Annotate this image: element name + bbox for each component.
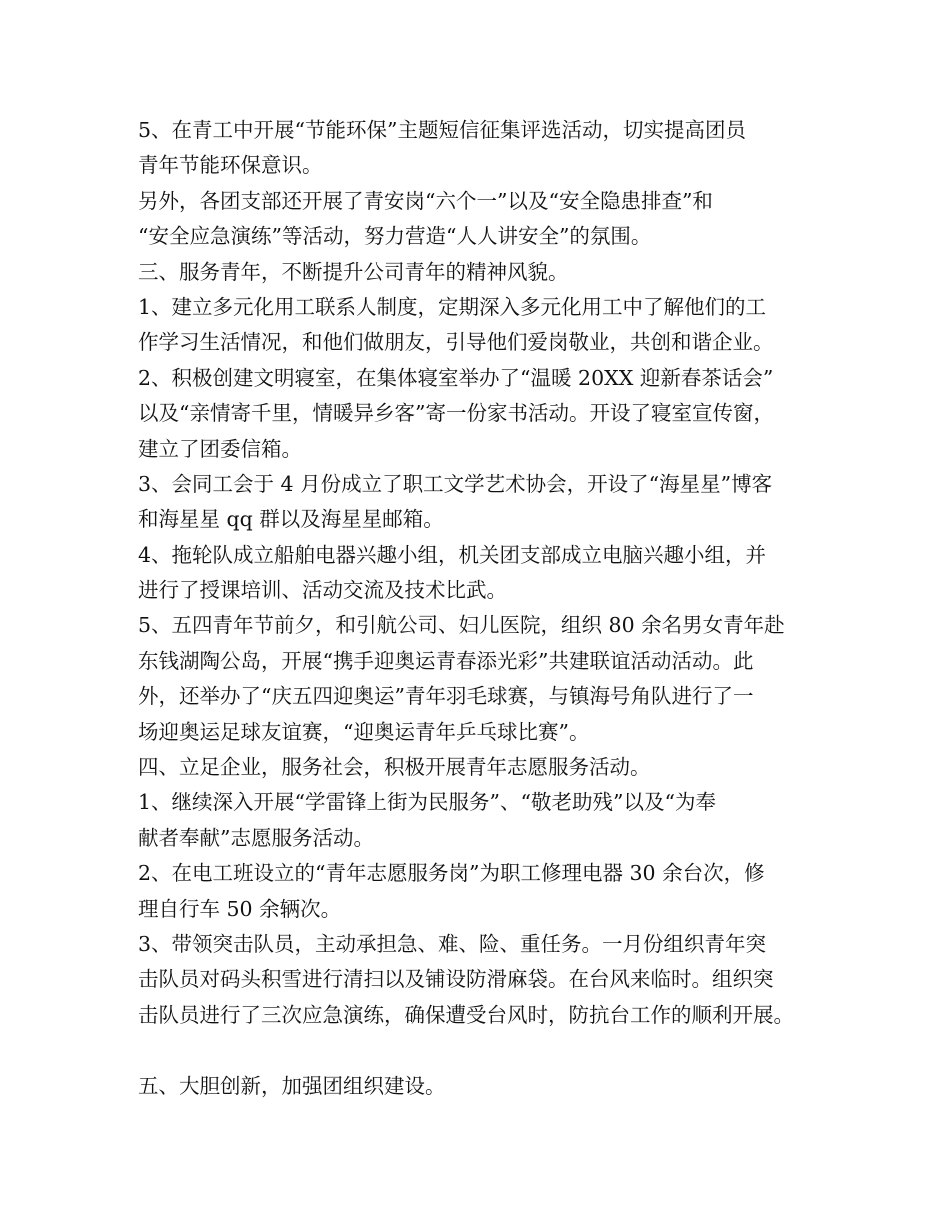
document-body: [138, 113, 828, 1104]
text-line: 献者奉献”志愿服务活动。: [138, 825, 374, 850]
text-line: 进行了授课培训、活动交流及技术比武。: [138, 578, 507, 603]
text-line: 建立了团委信箱。: [138, 436, 302, 461]
text-line: “安全应急演练”等活动，努力营造“人人讲安全”的氛围。: [138, 224, 652, 249]
section-heading: 五、大胆创新，加强团组织建设。: [138, 1073, 446, 1098]
text-line: 击队员进行了三次应急演练，确保遭受台风时，防抗台工作的顺利开展。: [138, 1002, 794, 1027]
text-line: 理自行车 50 余辆次。: [138, 896, 342, 921]
text-line: 以及“亲情寄千里，情暖异乡客”寄一份家书活动。开设了寝室宣传窗，: [138, 401, 774, 426]
text-line: 3、会同工会于 4 月份成立了职工文学艺术协会，开设了“海星星”博客: [138, 471, 773, 496]
text-line: 另外，各团支部还开展了青安岗“六个一”以及“安全隐患排查”和: [138, 188, 713, 213]
section-heading: 三、服务青年，不断提升公司青年的精神风貌。: [138, 259, 569, 284]
text-line: 1、继续深入开展“学雷锋上街为民服务”、“敬老助残”以及“为奉: [138, 790, 716, 815]
text-line: 5、在青工中开展“节能环保”主题短信征集评选活动，切实提高团员: [138, 118, 747, 142]
text-line: 4、拖轮队成立船舶电器兴趣小组，机关团支部成立电脑兴趣小组，并: [138, 542, 767, 567]
text-line: 作学习生活情况，和他们做朋友，引导他们爱岗敬业，共创和谐企业。: [138, 330, 774, 355]
text-line: 场迎奥运足球友谊赛，“迎奥运青年乒乓球比赛”。: [138, 719, 590, 744]
text-line: 2、在电工班设立的“青年志愿服务岗”为职工修理电器 30 余台次，修: [138, 861, 765, 886]
text-line: 外，还举办了“庆五四迎奥运”青年羽毛球赛，与镇海号角队进行了一: [138, 684, 754, 709]
text-line: 5、五四青年节前夕，和引航公司、妇儿医院，组织 80 余名男女青年赴: [138, 613, 785, 638]
text-line: 1、建立多元化用工联系人制度，定期深入多元化用工中了解他们的工: [138, 294, 767, 319]
text-line: 3、带领突击队员，主动承担急、难、险、重任务。一月份组织青年突: [138, 931, 767, 956]
text-line: 青年节能环保意识。: [138, 153, 323, 178]
blank-line: [138, 1033, 828, 1068]
text-line: 击队员对码头积雪进行清扫以及铺设防滑麻袋。在台风来临时。组织突: [138, 967, 774, 992]
section-heading: 四、立足企业，服务社会，积极开展青年志愿服务活动。: [138, 755, 651, 780]
text-line: 和海星星 qq 群以及海星星邮箱。: [138, 507, 444, 532]
text-line: 东钱湖陶公岛，开展“携手迎奥运青春添光彩”共建联谊活动活动。此: [138, 648, 754, 673]
text-line: 2、积极创建文明寝室，在集体寝室举办了“温暖 20XX 迎新春茶话会”: [138, 365, 774, 390]
